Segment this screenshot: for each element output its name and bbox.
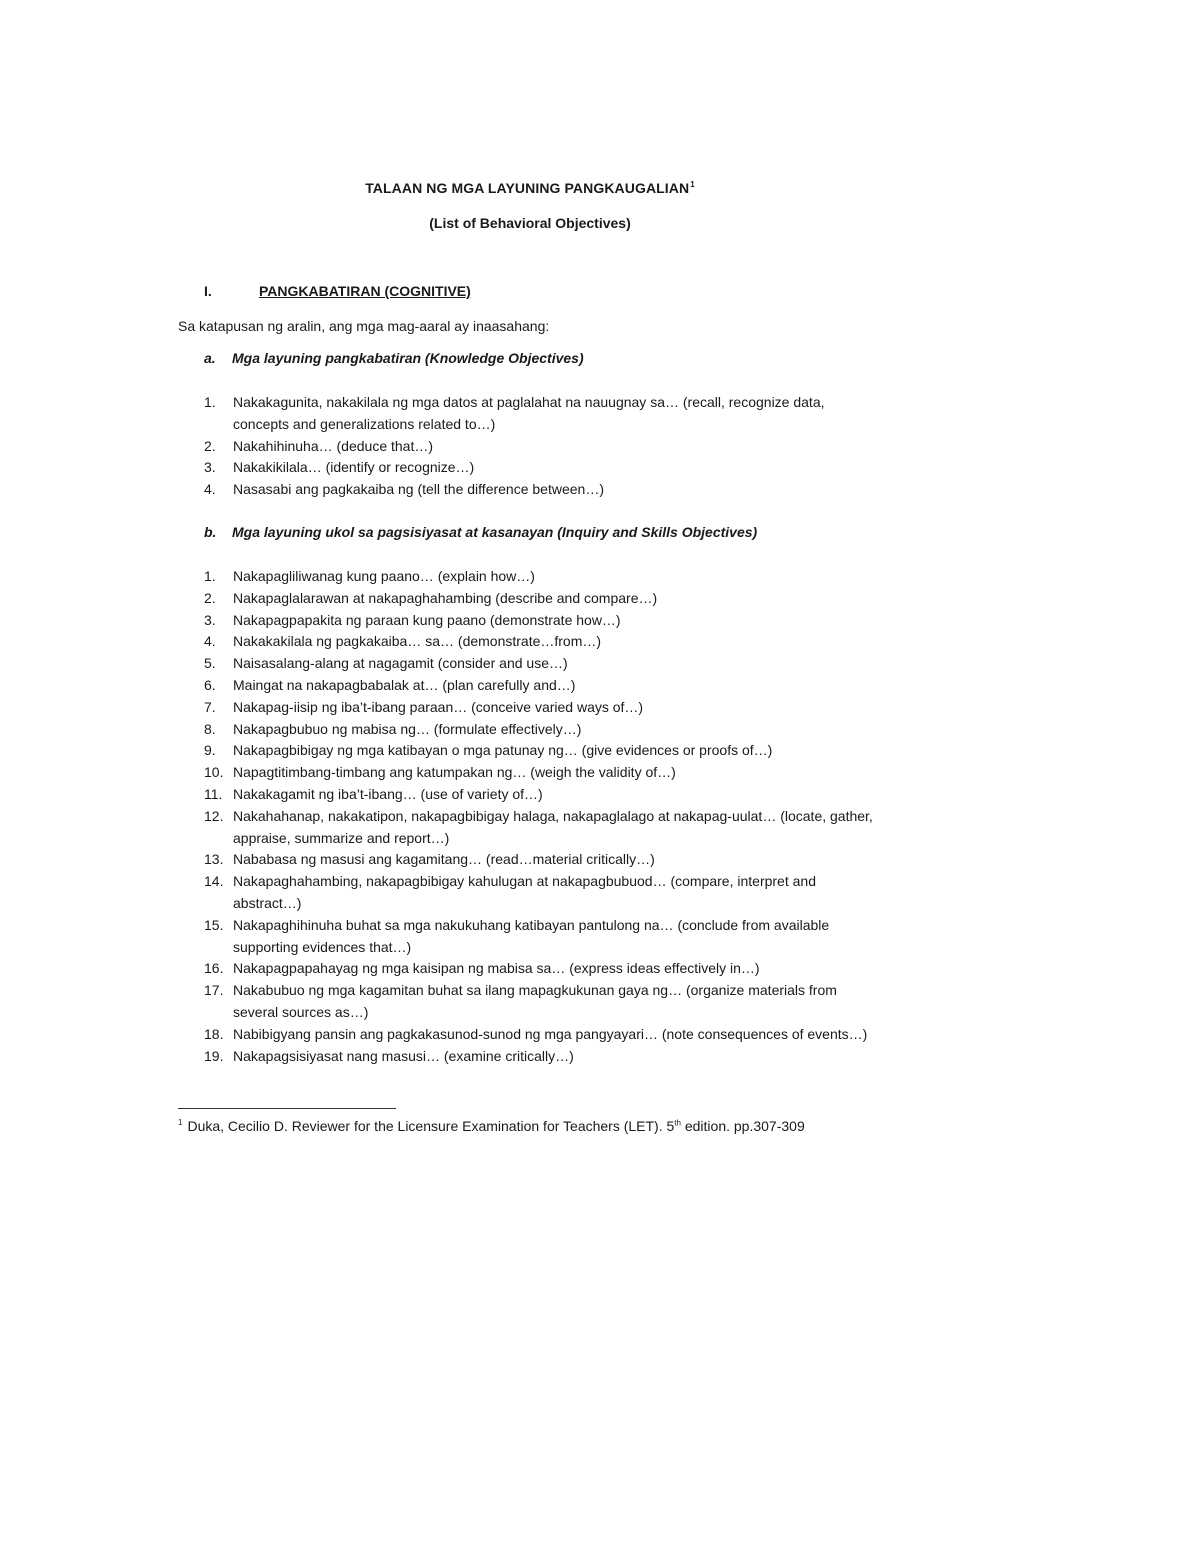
item-text: Nakapaghihinuha buhat sa mga nakukuhang katibayan pantulong na… (conclude from available supporting evidences that…)	[233, 916, 830, 955]
inquiry-skills-objectives-list	[204, 566, 884, 1067]
item-text: Nakakagamit ng iba’t-ibang… (use of variety of…)	[233, 785, 543, 802]
item-number: 5.	[204, 655, 216, 672]
subsection-b-heading	[204, 524, 757, 540]
list-item	[204, 392, 884, 436]
list-item	[204, 697, 884, 719]
section-heading	[204, 283, 471, 299]
item-number: 3.	[204, 611, 216, 628]
item-text: Nakakagunita, nakakilala ng mga datos at paglalahat na nauugnay sa… (recall, recognize data, concepts and generalizations related to…)	[233, 394, 825, 432]
document-title	[0, 180, 1060, 196]
item-text: Nakakakilala ng pagkakaiba… sa… (demonstrate…from…)	[233, 633, 602, 650]
section-number: I.	[204, 283, 212, 299]
list-item	[204, 631, 884, 653]
list-item	[204, 675, 884, 697]
item-text: Nakapagliliwanag kung paano… (explain how…)	[233, 568, 535, 584]
subsection-a-heading	[204, 350, 584, 366]
list-item	[204, 806, 884, 850]
item-text: Maingat na nakapagbabalak at… (plan carefully and…)	[233, 676, 576, 693]
footnote-superscript: th	[674, 1118, 681, 1128]
title-footnote-mark: 1	[690, 180, 695, 190]
item-text: Nakapagpapakita ng paraan kung paano (demonstrate how…)	[233, 611, 621, 628]
list-item	[204, 958, 884, 980]
item-text: Nakapag-iisip ng iba’t-ibang paraan… (conceive varied ways of…)	[233, 698, 644, 715]
item-number: 3.	[204, 459, 216, 476]
list-item	[204, 653, 884, 675]
item-number: 4.	[204, 633, 216, 650]
subsection-a-label: Mga layuning pangkabatiran (Knowledge Objectives)	[232, 350, 584, 366]
item-number: 15.	[204, 916, 224, 933]
item-text: Nabibigyang pansin ang pagkakasunod-sunod ng mga pangyayari… (note consequences of events…)	[233, 1025, 868, 1042]
item-number: 11.	[204, 785, 223, 802]
item-number: 12.	[204, 807, 224, 824]
item-number: 8.	[204, 720, 216, 737]
list-item	[204, 719, 884, 741]
list-item	[204, 457, 884, 479]
item-number: 19.	[204, 1047, 224, 1064]
item-text: Nakapaghahambing, nakapagbibigay kahulugan at nakapagbubuod… (compare, interpret and abstract…)	[233, 873, 816, 911]
item-number: 10.	[204, 764, 224, 781]
item-text: Nakapagbibigay ng mga katibayan o mga patunay ng… (give evidences or proofs of…)	[233, 742, 773, 759]
item-number: 18.	[204, 1025, 224, 1042]
item-number: 1.	[204, 394, 216, 410]
footnote-mark: 1	[178, 1118, 183, 1128]
list-item	[204, 784, 884, 806]
item-text: Nababasa ng masusi ang kagamitang… (read…material critically…)	[233, 851, 655, 868]
item-text: Nakahihinuha… (deduce that…)	[233, 437, 434, 454]
subsection-a-letter: a.	[204, 350, 216, 366]
list-item	[204, 740, 884, 762]
item-number: 14.	[204, 873, 224, 890]
item-number: 16.	[204, 960, 224, 977]
item-text: Napagtitimbang-timbang ang katumpakan ng… (weigh the validity of…)	[233, 764, 676, 781]
title-text: TALAAN NG MGA LAYUNING PANGKAUGALIAN	[365, 180, 690, 196]
item-number: 7.	[204, 698, 216, 715]
item-text: Naisasalang-alang at nagagamit (consider and use…)	[233, 655, 568, 672]
list-item	[204, 566, 884, 588]
list-item	[204, 1046, 884, 1068]
subsection-b-letter: b.	[204, 524, 217, 540]
item-number: 2.	[204, 437, 216, 454]
list-item	[204, 849, 884, 871]
list-item	[204, 479, 884, 501]
list-item	[204, 871, 884, 915]
knowledge-objectives-list	[204, 392, 884, 501]
list-item	[204, 610, 884, 632]
section-label: PANGKABATIRAN (COGNITIVE)	[259, 283, 471, 299]
item-text: Nakakikilala… (identify or recognize…)	[233, 459, 475, 476]
item-number: 17.	[204, 982, 224, 999]
footnote-text-before: Duka, Cecilio D. Reviewer for the Licensure Examination for Teachers (LET). 5	[187, 1118, 675, 1134]
list-item	[204, 1024, 884, 1046]
list-item	[204, 588, 884, 610]
item-text: Nakahahanap, nakakatipon, nakapagbibigay halaga, nakapaglalago at nakapag-uulat… (locate, gather, appraise, summarize and report…)	[233, 807, 873, 846]
list-item	[204, 436, 884, 458]
list-item	[204, 762, 884, 784]
item-text: Nakapagsisiyasat nang masusi… (examine critically…)	[233, 1047, 574, 1064]
item-number: 13.	[204, 851, 224, 868]
item-text: Nakabubuo ng mga kagamitan buhat sa ilang mapagkukunan gaya ng… (organize materials from several sources as…)	[233, 982, 837, 1020]
item-number: 6.	[204, 676, 216, 693]
item-text: Nakapagpapahayag ng mga kaisipan ng mabisa sa… (express ideas effectively in…)	[233, 960, 760, 977]
footnote-divider	[178, 1108, 396, 1109]
footnote-text-after: edition. pp.307-309	[680, 1118, 805, 1134]
item-text: Nakapaglalarawan at nakapaghahambing (describe and compare…)	[233, 589, 658, 606]
list-item	[204, 915, 884, 959]
list-item	[204, 980, 884, 1024]
footnote	[178, 1118, 805, 1134]
item-number: 9.	[204, 742, 216, 759]
item-number: 1.	[204, 568, 216, 584]
item-number: 4.	[204, 481, 216, 498]
item-text: Nasasabi ang pagkakaiba ng (tell the difference between…)	[233, 481, 604, 498]
document-subtitle: (List of Behavioral Objectives)	[429, 215, 631, 231]
item-number: 2.	[204, 589, 216, 606]
intro-text: Sa katapusan ng aralin, ang mga mag-aaral ay inaasahang:	[178, 318, 550, 334]
subsection-b-label: Mga layuning ukol sa pagsisiyasat at kasanayan (Inquiry and Skills Objectives)	[232, 524, 758, 540]
item-text: Nakapagbubuo ng mabisa ng… (formulate effectively…)	[233, 720, 582, 737]
